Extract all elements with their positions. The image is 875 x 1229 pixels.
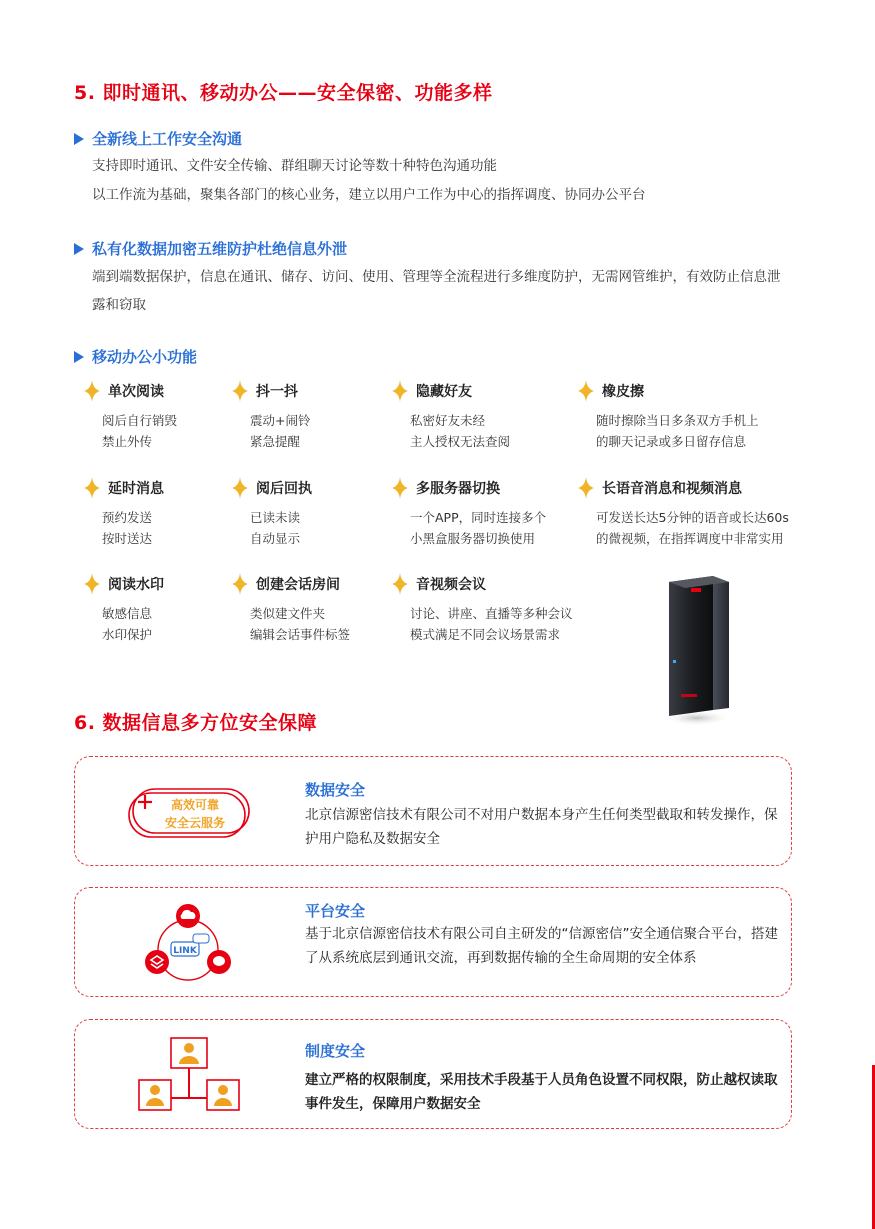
star-bullet-icon <box>232 477 248 499</box>
section-6-title: 6. 数据信息多方位安全保障 <box>74 712 318 734</box>
feature-title: 创建会话房间 <box>256 577 340 593</box>
feature-title: 单次阅读 <box>108 384 164 400</box>
feature-title: 长语音消息和视频消息 <box>602 481 742 497</box>
feature-description-line: 的微视频，在指挥调度中非常实用 <box>596 531 784 546</box>
feature-item <box>578 478 789 546</box>
triangle-bullet-icon <box>74 351 84 363</box>
feature-item <box>392 574 582 642</box>
feature-title: 橡皮擦 <box>602 384 644 400</box>
feature-description-line: 按时送达 <box>102 531 153 546</box>
feature-description-line: 类似建文件夹 <box>250 606 326 621</box>
star-bullet-icon <box>578 380 594 402</box>
card-body: 基于北京信源密信技术有限公司自主研发的“信源密信”安全通信聚合平台，搭建了从系统底层到通讯交流，再到数据传输的全生命周期的安全体系 <box>305 926 778 966</box>
subsection-data-encryption <box>74 238 347 259</box>
card-body: 北京信源密信技术有限公司不对用户数据本身产生任何类型截取和转发操作，保护用户隐私及数据安全 <box>305 807 778 847</box>
feature-description-line: 小黑盒服务器切换使用 <box>410 531 536 546</box>
subsection-secure-communication <box>74 128 242 149</box>
feature-title: 音视频会议 <box>416 577 486 593</box>
star-bullet-icon <box>84 380 100 402</box>
feature-description-line: 私密好友未经 <box>410 413 486 428</box>
link-network-icon <box>141 900 235 988</box>
feature-description-line: 随时擦除当日多条双方手机上 <box>596 413 759 428</box>
feature-description-line: 模式满足不同会议场景需求 <box>410 627 561 642</box>
card-body: 建立严格的权限制度，采用技术手段基于人员角色设置不同权限，防止越权读取事件发生，保障用户数据安全 <box>305 1072 778 1112</box>
feature-description-line: 阅后自行销毁 <box>102 413 178 428</box>
triangle-bullet-icon <box>74 243 84 255</box>
feature-description-line: 紧急提醒 <box>250 434 301 449</box>
feature-description-line: 禁止外传 <box>102 434 153 449</box>
paragraph-line: 以工作流为基础，聚集各部门的核心业务，建立以用户工作为中心的指挥调度、协同办公平台 <box>92 187 646 203</box>
feature-item <box>392 381 582 449</box>
feature-description-line: 自动显示 <box>250 531 301 546</box>
star-bullet-icon <box>84 573 100 595</box>
paragraph-line: 支持即时通讯、文件安全传输、群组聊天讨论等数十种特色沟通功能 <box>92 158 497 174</box>
feature-description-line: 预约发送 <box>102 510 153 525</box>
link-label: LINK <box>173 946 197 956</box>
feature-description-line: 主人授权无法查阅 <box>410 434 511 449</box>
feature-title: 阅读水印 <box>108 577 164 593</box>
feature-description-line: 可发送长达5分钟的语音或长达60s <box>596 510 789 525</box>
feature-item <box>392 478 582 546</box>
paragraph-line: 端到端数据保护，信息在通讯、储存、访问、使用、管理等全流程进行多维度防护，无需网管维护，有效防止信息泄 <box>92 269 781 285</box>
subsection-title: 私有化数据加密五维防护杜绝信息外泄 <box>92 240 348 258</box>
star-bullet-icon <box>392 477 408 499</box>
feature-title: 抖一抖 <box>256 384 298 400</box>
cloud-service-badge-icon <box>127 785 257 841</box>
feature-description-line: 一个APP，同时连接多个 <box>410 510 547 525</box>
feature-item <box>578 381 768 449</box>
user-hierarchy-icon <box>137 1036 241 1116</box>
star-bullet-icon <box>392 380 408 402</box>
card-title: 平台安全 <box>305 902 366 920</box>
server-box-icon <box>655 570 735 730</box>
subsection-mobile-features <box>74 346 197 367</box>
card-policy-security <box>74 1019 792 1129</box>
star-bullet-icon <box>232 573 248 595</box>
paragraph-line: 露和窃取 <box>92 297 146 313</box>
feature-description-line: 已读未读 <box>250 510 301 525</box>
feature-description-line: 讨论、讲座、直播等多种会议 <box>410 606 573 621</box>
subsection-title: 移动办公小功能 <box>92 348 198 366</box>
feature-description-line: 震动+闹铃 <box>250 413 311 428</box>
star-bullet-icon <box>232 380 248 402</box>
feature-description-line: 敏感信息 <box>102 606 153 621</box>
feature-title: 多服务器切换 <box>416 481 500 497</box>
badge-line-2: 安全云服务 <box>164 816 226 830</box>
feature-description-line: 水印保护 <box>102 627 153 642</box>
feature-description-line: 编辑会话事件标签 <box>250 627 351 642</box>
section-5-title: 5. 即时通讯、移动办公——安全保密、功能多样 <box>74 82 493 104</box>
star-bullet-icon <box>84 477 100 499</box>
badge-line-1: 高效可靠 <box>170 798 220 812</box>
star-bullet-icon <box>578 477 594 499</box>
feature-description-line: 的聊天记录或多日留存信息 <box>596 434 747 449</box>
star-bullet-icon <box>392 573 408 595</box>
feature-title: 隐藏好友 <box>416 384 472 400</box>
subsection-title: 全新线上工作安全沟通 <box>92 130 243 148</box>
card-title: 制度安全 <box>305 1042 366 1060</box>
card-data-security <box>74 756 792 866</box>
triangle-bullet-icon <box>74 133 84 145</box>
feature-title: 延时消息 <box>108 481 164 497</box>
card-platform-security <box>74 887 792 997</box>
card-title: 数据安全 <box>305 781 366 799</box>
feature-title: 阅后回执 <box>256 481 312 497</box>
